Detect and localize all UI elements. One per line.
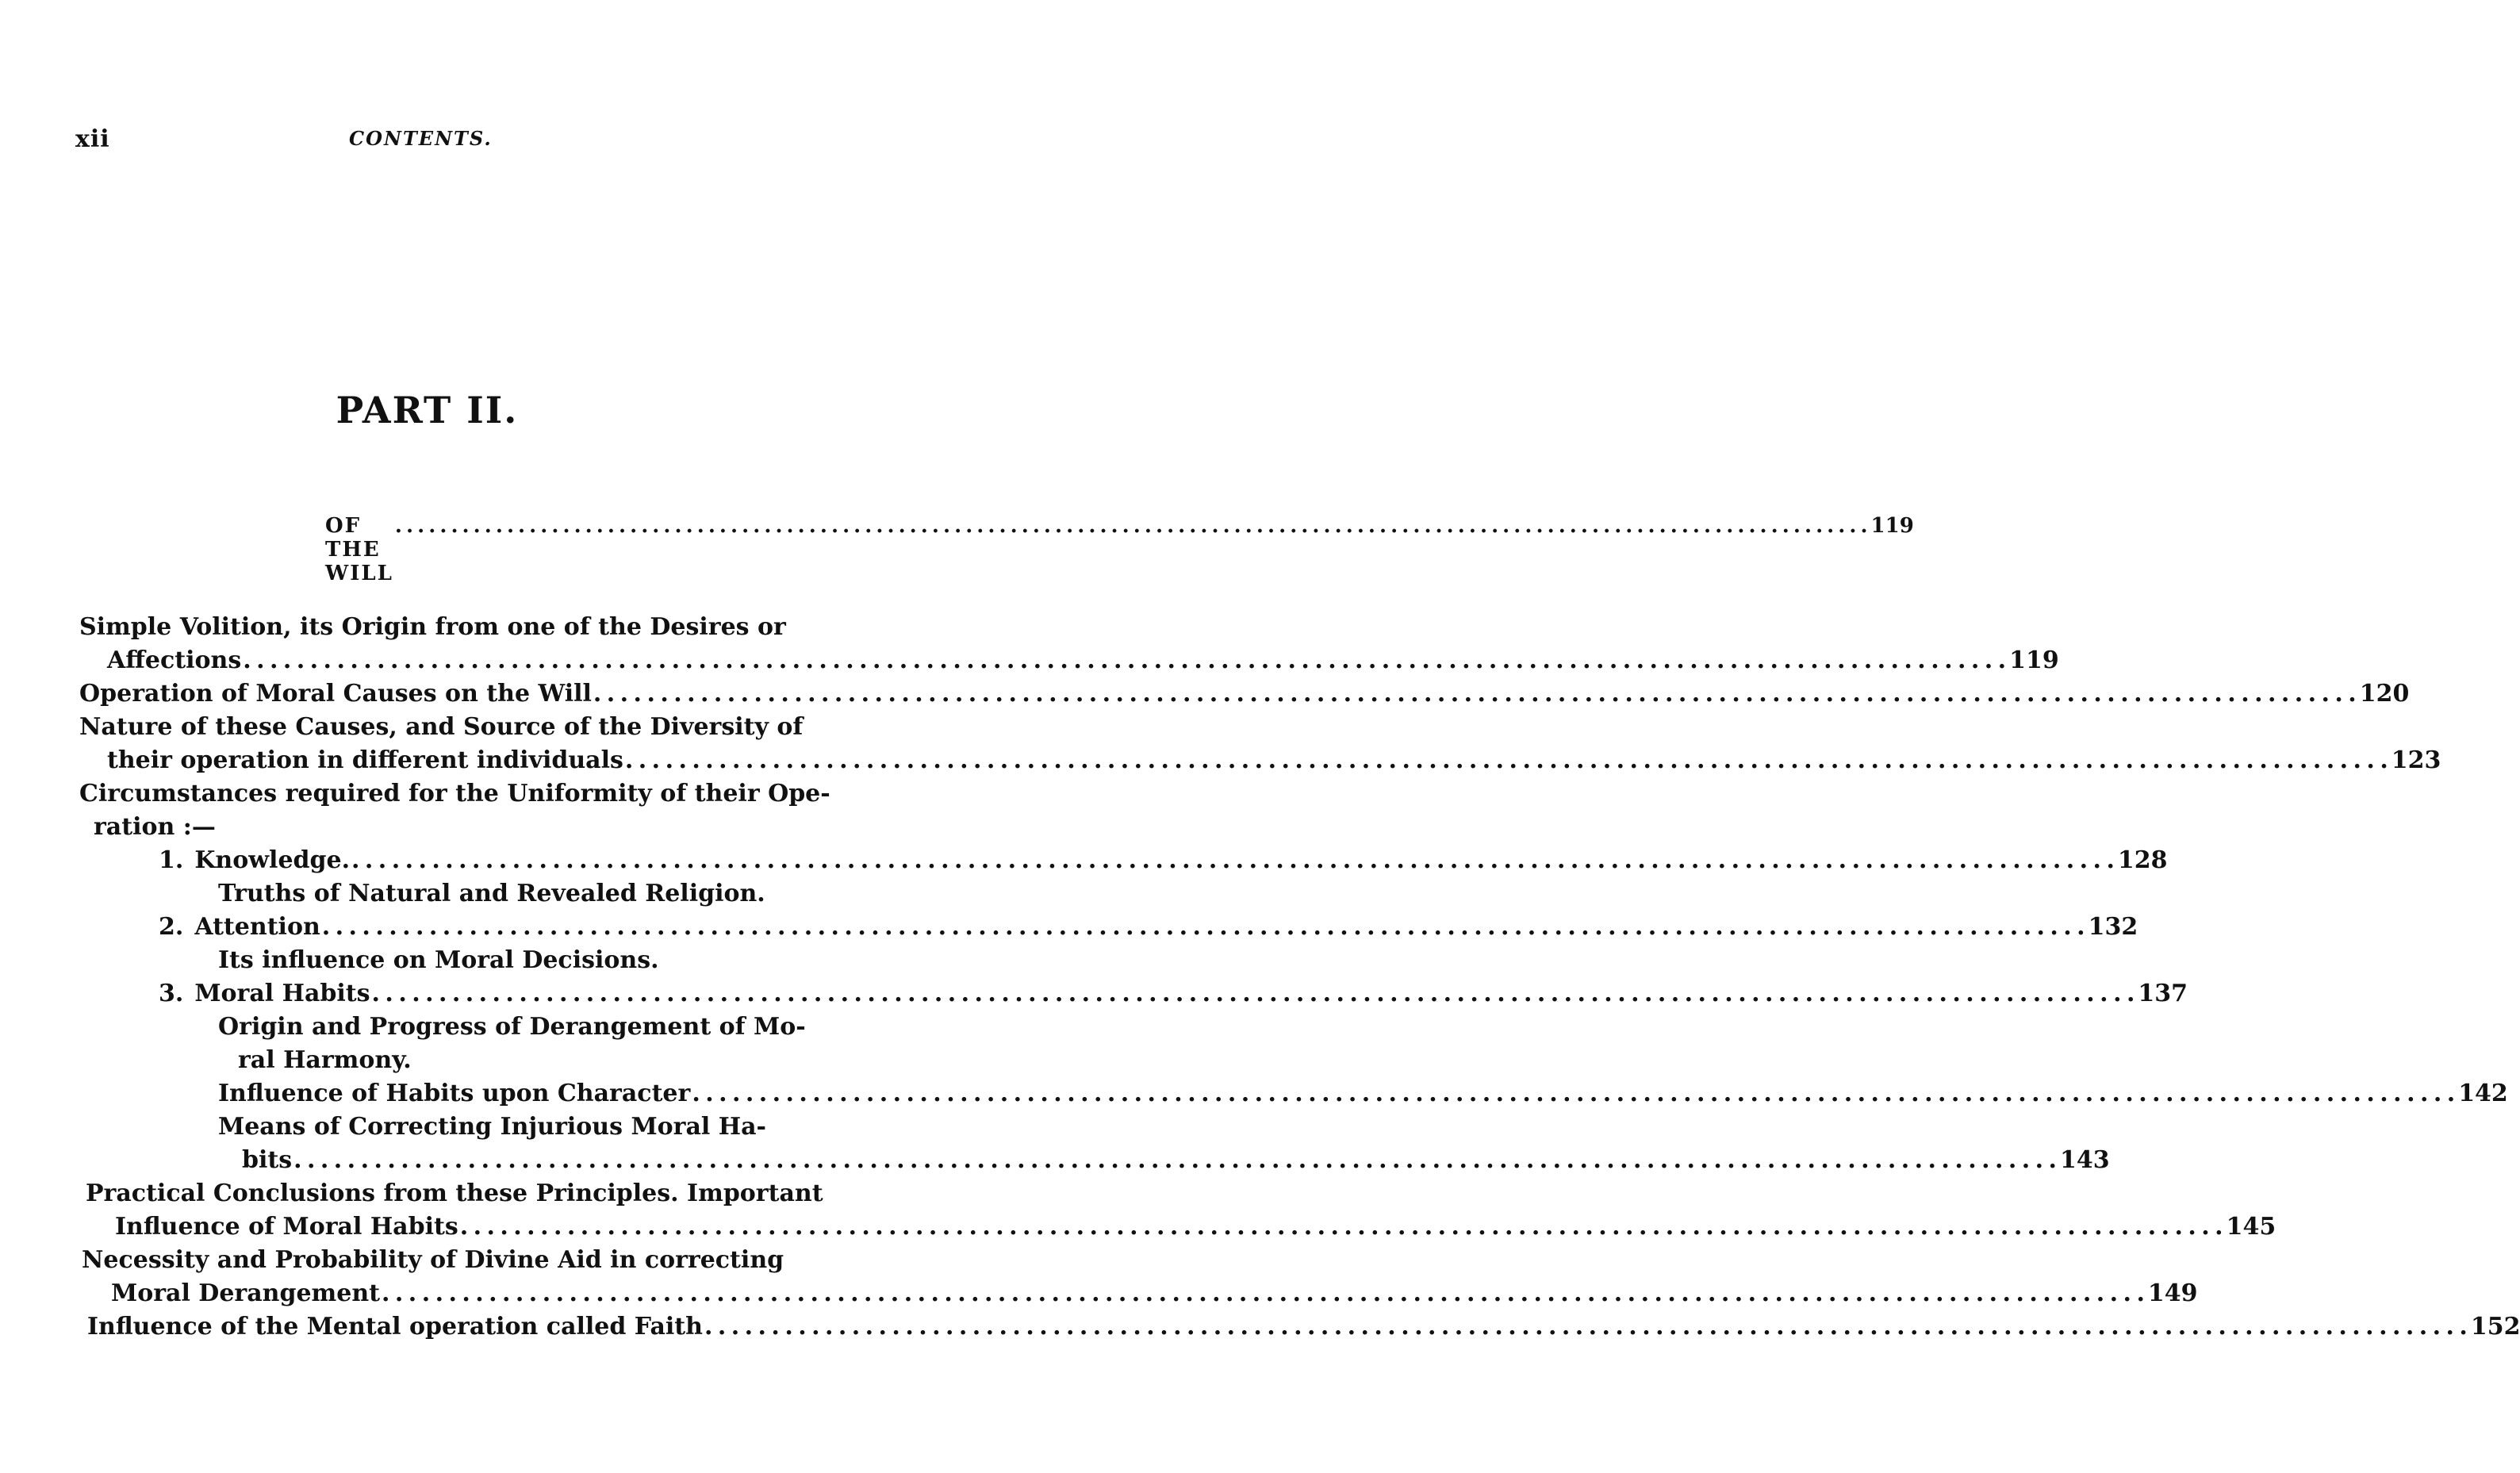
leader-dots (243, 644, 2004, 677)
toc-entry-line (218, 1077, 2508, 1111)
running-head (0, 125, 838, 157)
toc-entry-line (79, 777, 830, 811)
toc-page-number: 145 (2226, 1213, 2276, 1241)
toc-page-number: 119 (2009, 646, 2059, 674)
toc-entry-text: Practical Conclusions from these Principles. Important (86, 1180, 823, 1207)
toc-entry-text: Influence of the Mental operation called Faith (87, 1313, 703, 1341)
toc-entry-line (107, 644, 2059, 677)
leader-dots (351, 844, 2113, 877)
leader-dots (322, 911, 2084, 944)
toc-entry-line (79, 611, 786, 644)
toc-entry-text: Operation of Moral Causes on the Will (79, 680, 592, 708)
toc-entry-text: ration :— (94, 813, 216, 841)
toc-entry-text: Its influence on Moral Decisions. (218, 946, 659, 974)
toc-entry-text: Necessity and Probability of Divine Aid in correcting (82, 1246, 784, 1274)
leader-dots (625, 744, 2387, 777)
toc-entry-text: Moral Derangement (111, 1279, 381, 1307)
section-page: 119 (1870, 514, 1914, 538)
leader-dots (382, 1277, 2143, 1310)
toc-entry-line (218, 1111, 766, 1144)
toc-entry-text: Attention (194, 913, 320, 941)
toc-entry-line (79, 677, 2410, 711)
toc-entry-text: Knowledge. (194, 846, 351, 874)
toc-page-number: 123 (2391, 746, 2441, 774)
toc-entry-text: Affections (107, 646, 242, 674)
toc-entry-line (86, 1177, 823, 1210)
leader-dots (293, 1144, 2055, 1177)
toc-entry-line (82, 1244, 784, 1277)
toc-item-number: 2. (159, 913, 184, 941)
toc-entry-line (218, 1011, 806, 1044)
toc-page-number: 137 (2138, 980, 2188, 1007)
toc-entry-line (218, 877, 765, 911)
leader-dots (692, 1077, 2453, 1111)
toc-page-number: 149 (2147, 1279, 2198, 1307)
toc-entry-line (218, 944, 734, 977)
toc-page-number: 132 (2088, 913, 2138, 941)
toc-entry-line (111, 1277, 2198, 1310)
toc-entry-line (242, 1144, 2110, 1177)
toc-page-number: 120 (2359, 680, 2410, 708)
toc-page-number: 142 (2458, 1080, 2508, 1107)
toc-entry-text: Truths of Natural and Revealed Religion. (218, 880, 765, 907)
leader-dots (395, 514, 1866, 538)
toc-entry-text: Moral Habits (194, 980, 370, 1007)
toc-page-number: 128 (2117, 846, 2168, 874)
toc-entry-text: Circumstances required for the Uniformity of their Ope- (79, 780, 830, 807)
toc-entry-text: Influence of Habits upon Character (218, 1080, 691, 1107)
toc-entry-line (87, 1310, 2520, 1344)
toc-entry-text: Influence of Moral Habits (115, 1213, 458, 1241)
leader-dots (593, 677, 2355, 711)
toc-entry-line (94, 811, 570, 844)
section-heading (325, 514, 1914, 585)
toc-entry-text: ral Harmony. (238, 1046, 412, 1074)
toc-entry-text: Simple Volition, its Origin from one of the Desires or (79, 613, 786, 641)
section-title: OF THE WILL (325, 514, 393, 585)
toc-entry-line (159, 911, 2138, 944)
toc-entry-text: their operation in different individuals (107, 746, 623, 774)
toc-page-number: 152 (2470, 1313, 2520, 1341)
toc-entry-line (159, 844, 2168, 877)
running-title: CONTENTS. (349, 127, 493, 150)
page-number: xii (75, 125, 110, 153)
toc-entry-text: Nature of these Causes, and Source of the Diversity of (79, 713, 804, 741)
part-title: PART II. (336, 389, 519, 432)
leader-dots (372, 977, 2134, 1011)
leader-dots (460, 1210, 2222, 1244)
toc-entry-line (79, 711, 804, 744)
toc-entry-text: Means of Correcting Injurious Moral Ha- (218, 1113, 766, 1141)
toc-entry-text: Origin and Progress of Derangement of Mo- (218, 1013, 806, 1041)
toc-entry-text: bits (242, 1146, 293, 1174)
toc-page-number: 143 (2060, 1146, 2110, 1174)
toc-item-number: 1. (159, 846, 184, 874)
toc-entry-line (238, 1044, 714, 1077)
toc-item-number: 3. (159, 980, 184, 1007)
toc-entry-line (115, 1210, 2276, 1244)
toc-entry-line (107, 744, 2441, 777)
toc-entry-line (159, 977, 2188, 1011)
leader-dots (704, 1310, 2466, 1344)
